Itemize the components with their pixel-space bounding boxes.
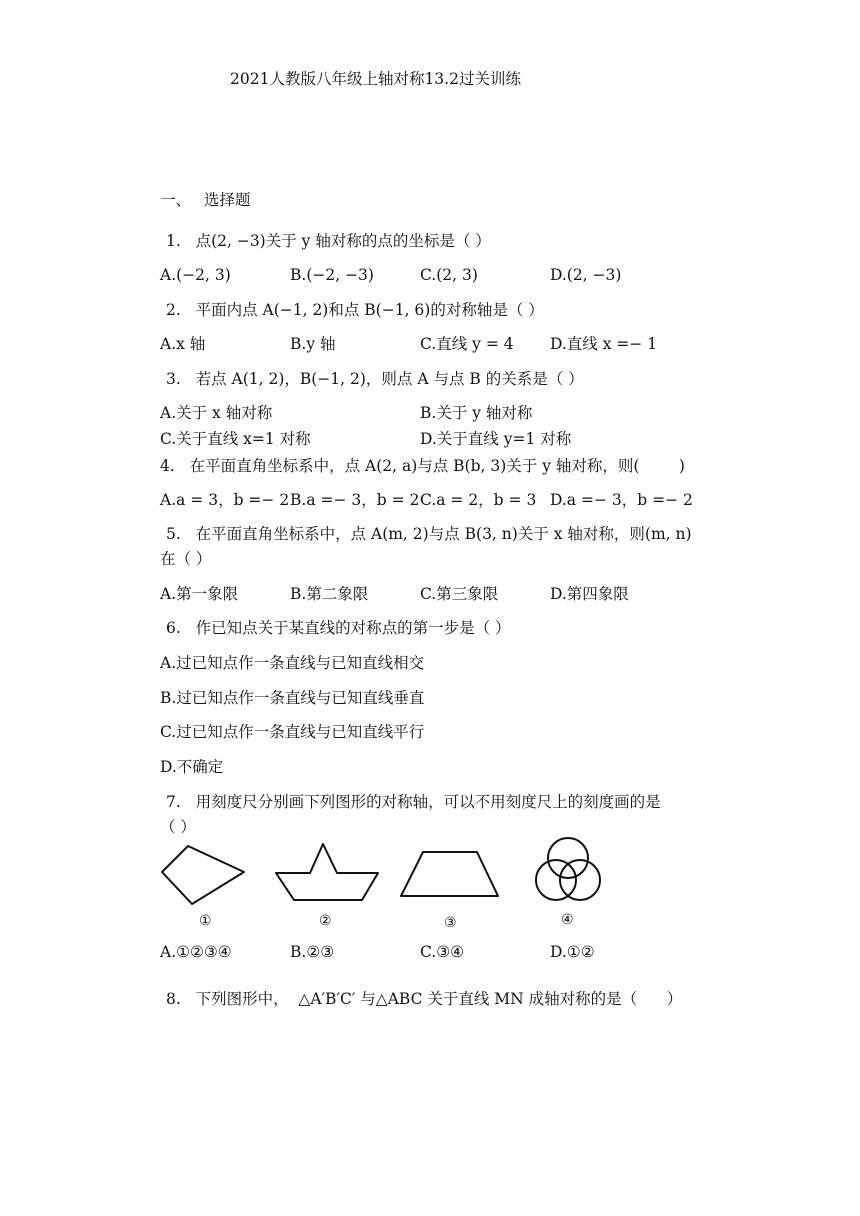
q4-option-b: B.a =− 3，b = 2 <box>290 491 420 509</box>
q1-option-c: C.(2, 3) <box>420 266 478 284</box>
question-2-stem: 2. 平面内点 A(−1, 2)和点 B(−1, 6)的对称轴是（ ） <box>166 301 544 319</box>
circle-top <box>548 838 588 878</box>
q6-option-c: C.过已知点作一条直线与已知直线平行 <box>160 723 425 741</box>
q2-option-c: C.直线 y = 4 <box>420 335 514 353</box>
circle-right <box>560 860 600 900</box>
q1-option-d: D.(2, −3) <box>550 266 622 284</box>
figure-2-label: ② <box>319 913 332 929</box>
q4-option-a: A.a = 3，b =− 2 <box>160 491 290 509</box>
figure-trapezoid <box>397 848 503 900</box>
boat-shape <box>276 844 378 900</box>
q3-option-a: A.关于 x 轴对称 <box>160 404 273 422</box>
q1-option-a: A.(−2, 3) <box>160 266 231 284</box>
circle-left <box>536 860 576 900</box>
quadrilateral-shape <box>162 846 244 904</box>
q4-option-c: C.a = 2，b = 3 <box>420 491 537 509</box>
q2-option-a: A.x 轴 <box>160 335 206 353</box>
q3-option-b: B.关于 y 轴对称 <box>420 404 533 422</box>
question-1-stem: 1. 点(2, −3)关于 y 轴对称的点的坐标是（ ） <box>166 232 491 250</box>
q6-option-a: A.过已知点作一条直线与已知直线相交 <box>160 654 425 672</box>
figure-3-label: ③ <box>444 915 457 931</box>
q2-option-b: B.y 轴 <box>290 335 336 353</box>
question-7-stem-line1: 7. 用刻度尺分别画下列图形的对称轴，可以不用刻度尺上的刻度画的是 <box>166 793 661 811</box>
question-5-stem-line1: 5. 在平面直角坐标系中，点 A(m, 2)与点 B(3, n)关于 x 轴对称，则(m, n) <box>166 525 692 543</box>
q5-option-a: A.第一象限 <box>160 585 239 603</box>
q4-option-d: D.a =− 3，b =− 2 <box>550 491 693 509</box>
q7-option-a: A.①②③④ <box>160 943 232 961</box>
question-5-stem-line2: 在（ ） <box>160 550 212 568</box>
figure-quadrilateral <box>158 842 252 908</box>
question-4-stem: 4. 在平面直角坐标系中，点 A(2, a)与点 B(b, 3)关于 y 轴对称，则( ) <box>160 457 685 475</box>
q5-option-c: C.第三象限 <box>420 585 499 603</box>
question-7-stem-line2: （ ） <box>160 818 196 836</box>
figure-three-circles <box>530 832 606 908</box>
figure-boat <box>272 840 384 904</box>
q6-option-d: D.不确定 <box>160 758 224 776</box>
question-6-stem: 6. 作已知点关于某直线的对称点的第一步是（ ） <box>166 619 511 637</box>
q6-option-b: B.过已知点作一条直线与已知直线垂直 <box>160 689 425 707</box>
q3-option-d: D.关于直线 y=1 对称 <box>420 430 572 448</box>
section-number: 一、 <box>160 191 192 209</box>
section-label: 选择题 <box>204 191 251 209</box>
q7-option-d: D.①② <box>550 943 595 961</box>
figure-4-label: ④ <box>561 912 574 928</box>
page-title: 2021人教版八年级上轴对称13.2过关训练 <box>230 70 521 88</box>
q2-option-d: D.直线 x =− 1 <box>550 335 658 353</box>
q7-option-b: B.②③ <box>290 943 335 961</box>
q5-option-b: B.第二象限 <box>290 585 369 603</box>
q3-option-c: C.关于直线 x=1 对称 <box>160 430 311 448</box>
question-3-stem: 3. 若点 A(1, 2)，B(−1, 2)，则点 A 与点 B 的关系是（ ） <box>166 370 584 388</box>
question-8-stem: 8. 下列图形中， △A′B′C′ 与△ABC 关于直线 MN 成轴对称的是（ ） <box>166 990 683 1008</box>
trapezoid-shape <box>401 852 498 896</box>
figure-1-label: ① <box>199 913 212 929</box>
q7-option-c: C.③④ <box>420 943 465 961</box>
q1-option-b: B.(−2, −3) <box>290 266 374 284</box>
q5-option-d: D.第四象限 <box>550 585 629 603</box>
